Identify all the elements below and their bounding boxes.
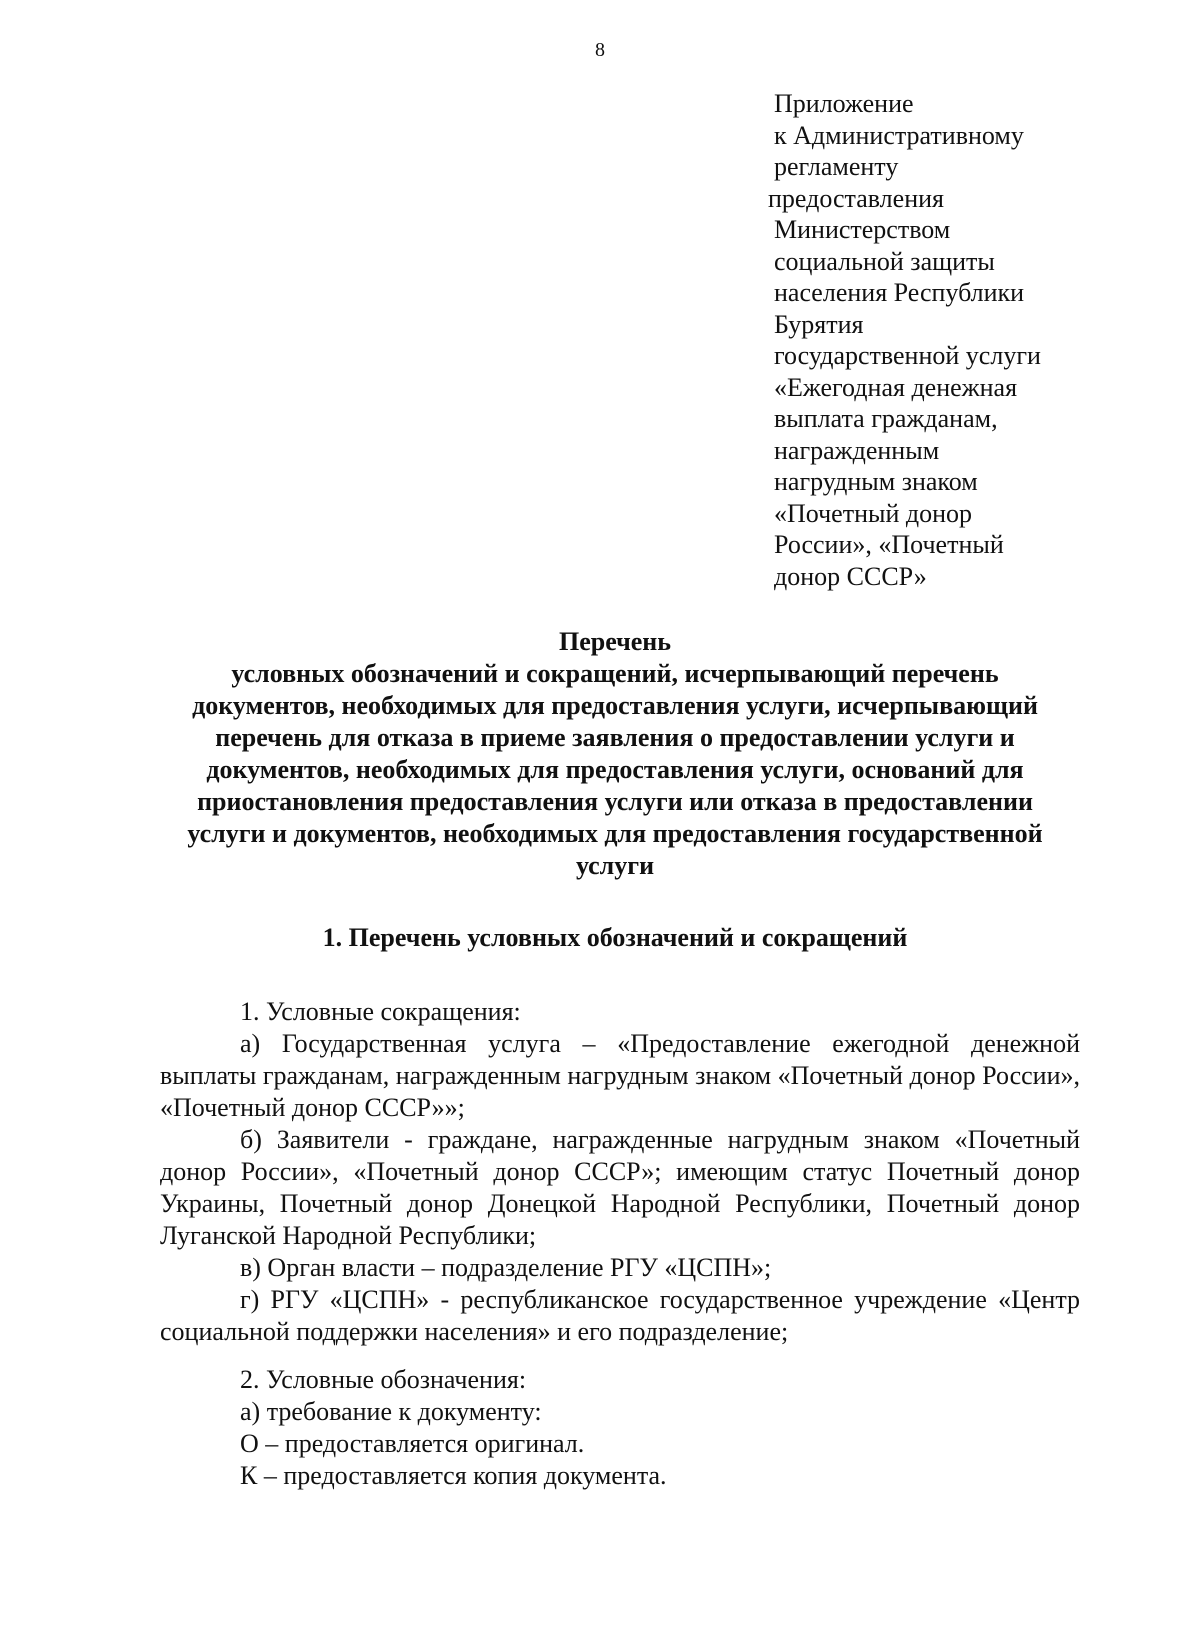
title-line: перечень для отказа в приеме заявления о предоставлении услуги и xyxy=(215,723,1015,752)
designation-line: О – предоставляется оригинал. xyxy=(240,1429,585,1458)
appendix-line: к Административному xyxy=(774,120,1024,150)
abbreviation-item: а) Государственная услуга – «Предоставление ежегодной денежной выплаты гражданам, награжденным нагрудным знаком «Почетный донор России», «Почетный донор СССР»»; xyxy=(160,1029,1080,1122)
title-line: документов, необходимых для предоставления услуги, оснований для xyxy=(206,755,1024,784)
appendix-line: «Ежегодная денежная xyxy=(774,372,1018,402)
title-line: услуги xyxy=(575,851,655,880)
appendix-line: награжденным xyxy=(774,435,940,465)
appendix-line: России», «Почетный xyxy=(774,530,1004,559)
appendix-line: нагрудным знаком xyxy=(774,467,978,496)
designation-line: К – предоставляется копия документа. xyxy=(240,1461,667,1490)
appendix-line: «Почетный донор xyxy=(774,498,973,528)
appendix-line: регламенту xyxy=(774,152,899,181)
designations-heading: 2. Условные обозначения: xyxy=(240,1365,527,1394)
designation-line: а) требование к документу: xyxy=(240,1397,542,1426)
title-line: Перечень xyxy=(558,627,672,656)
appendix-line: донор СССР» xyxy=(774,561,927,591)
title-line: услуги и документов, необходимых для предоставления государственной xyxy=(187,819,1043,848)
abbreviation-item: б) Заявители - граждане, награжденные нагрудным знаком «Почетный донор России», «Почетный донор СССР»; имеющим статус Почетный донор Украины, Почетный донор Донецкой Народной Республики, Почетный донор Луганской Народной Республики; xyxy=(160,1125,1080,1250)
abbreviation-item: г) РГУ «ЦСПН» - республиканское государственное учреждение «Центр социальной поддержки населения» и его подразделение; xyxy=(160,1285,1080,1346)
appendix-line: Бурятия xyxy=(774,309,864,339)
title-line: документов, необходимых для предоставления услуги, исчерпывающий xyxy=(192,691,1038,720)
section-heading: 1. Перечень условных обозначений и сокращений xyxy=(322,923,908,952)
appendix-line: государственной услуги xyxy=(774,341,1041,370)
designations-block xyxy=(160,1364,1080,1492)
appendix-line: Министерством xyxy=(774,215,951,244)
document-title xyxy=(140,626,1090,882)
abbreviation-item: в) Орган власти – подразделение РГУ «ЦСПН»; xyxy=(240,1253,772,1282)
abbreviations-heading: 1. Условные сокращения: xyxy=(240,997,521,1026)
appendix-line: выплата гражданам, xyxy=(774,404,998,433)
appendix-line: Приложение xyxy=(774,89,914,118)
title-line: приостановления предоставления услуги или отказа в предоставлении xyxy=(197,787,1033,816)
appendix-line: предоставления xyxy=(768,183,944,213)
appendix-line: населения Республики xyxy=(774,278,1025,307)
page-number: 8 xyxy=(595,39,605,61)
abbreviations-block xyxy=(160,996,1080,1348)
title-line: условных обозначений и сокращений, исчерпывающий перечень xyxy=(231,659,999,688)
appendix-line: социальной защиты xyxy=(774,246,995,276)
appendix-note xyxy=(768,88,1104,592)
